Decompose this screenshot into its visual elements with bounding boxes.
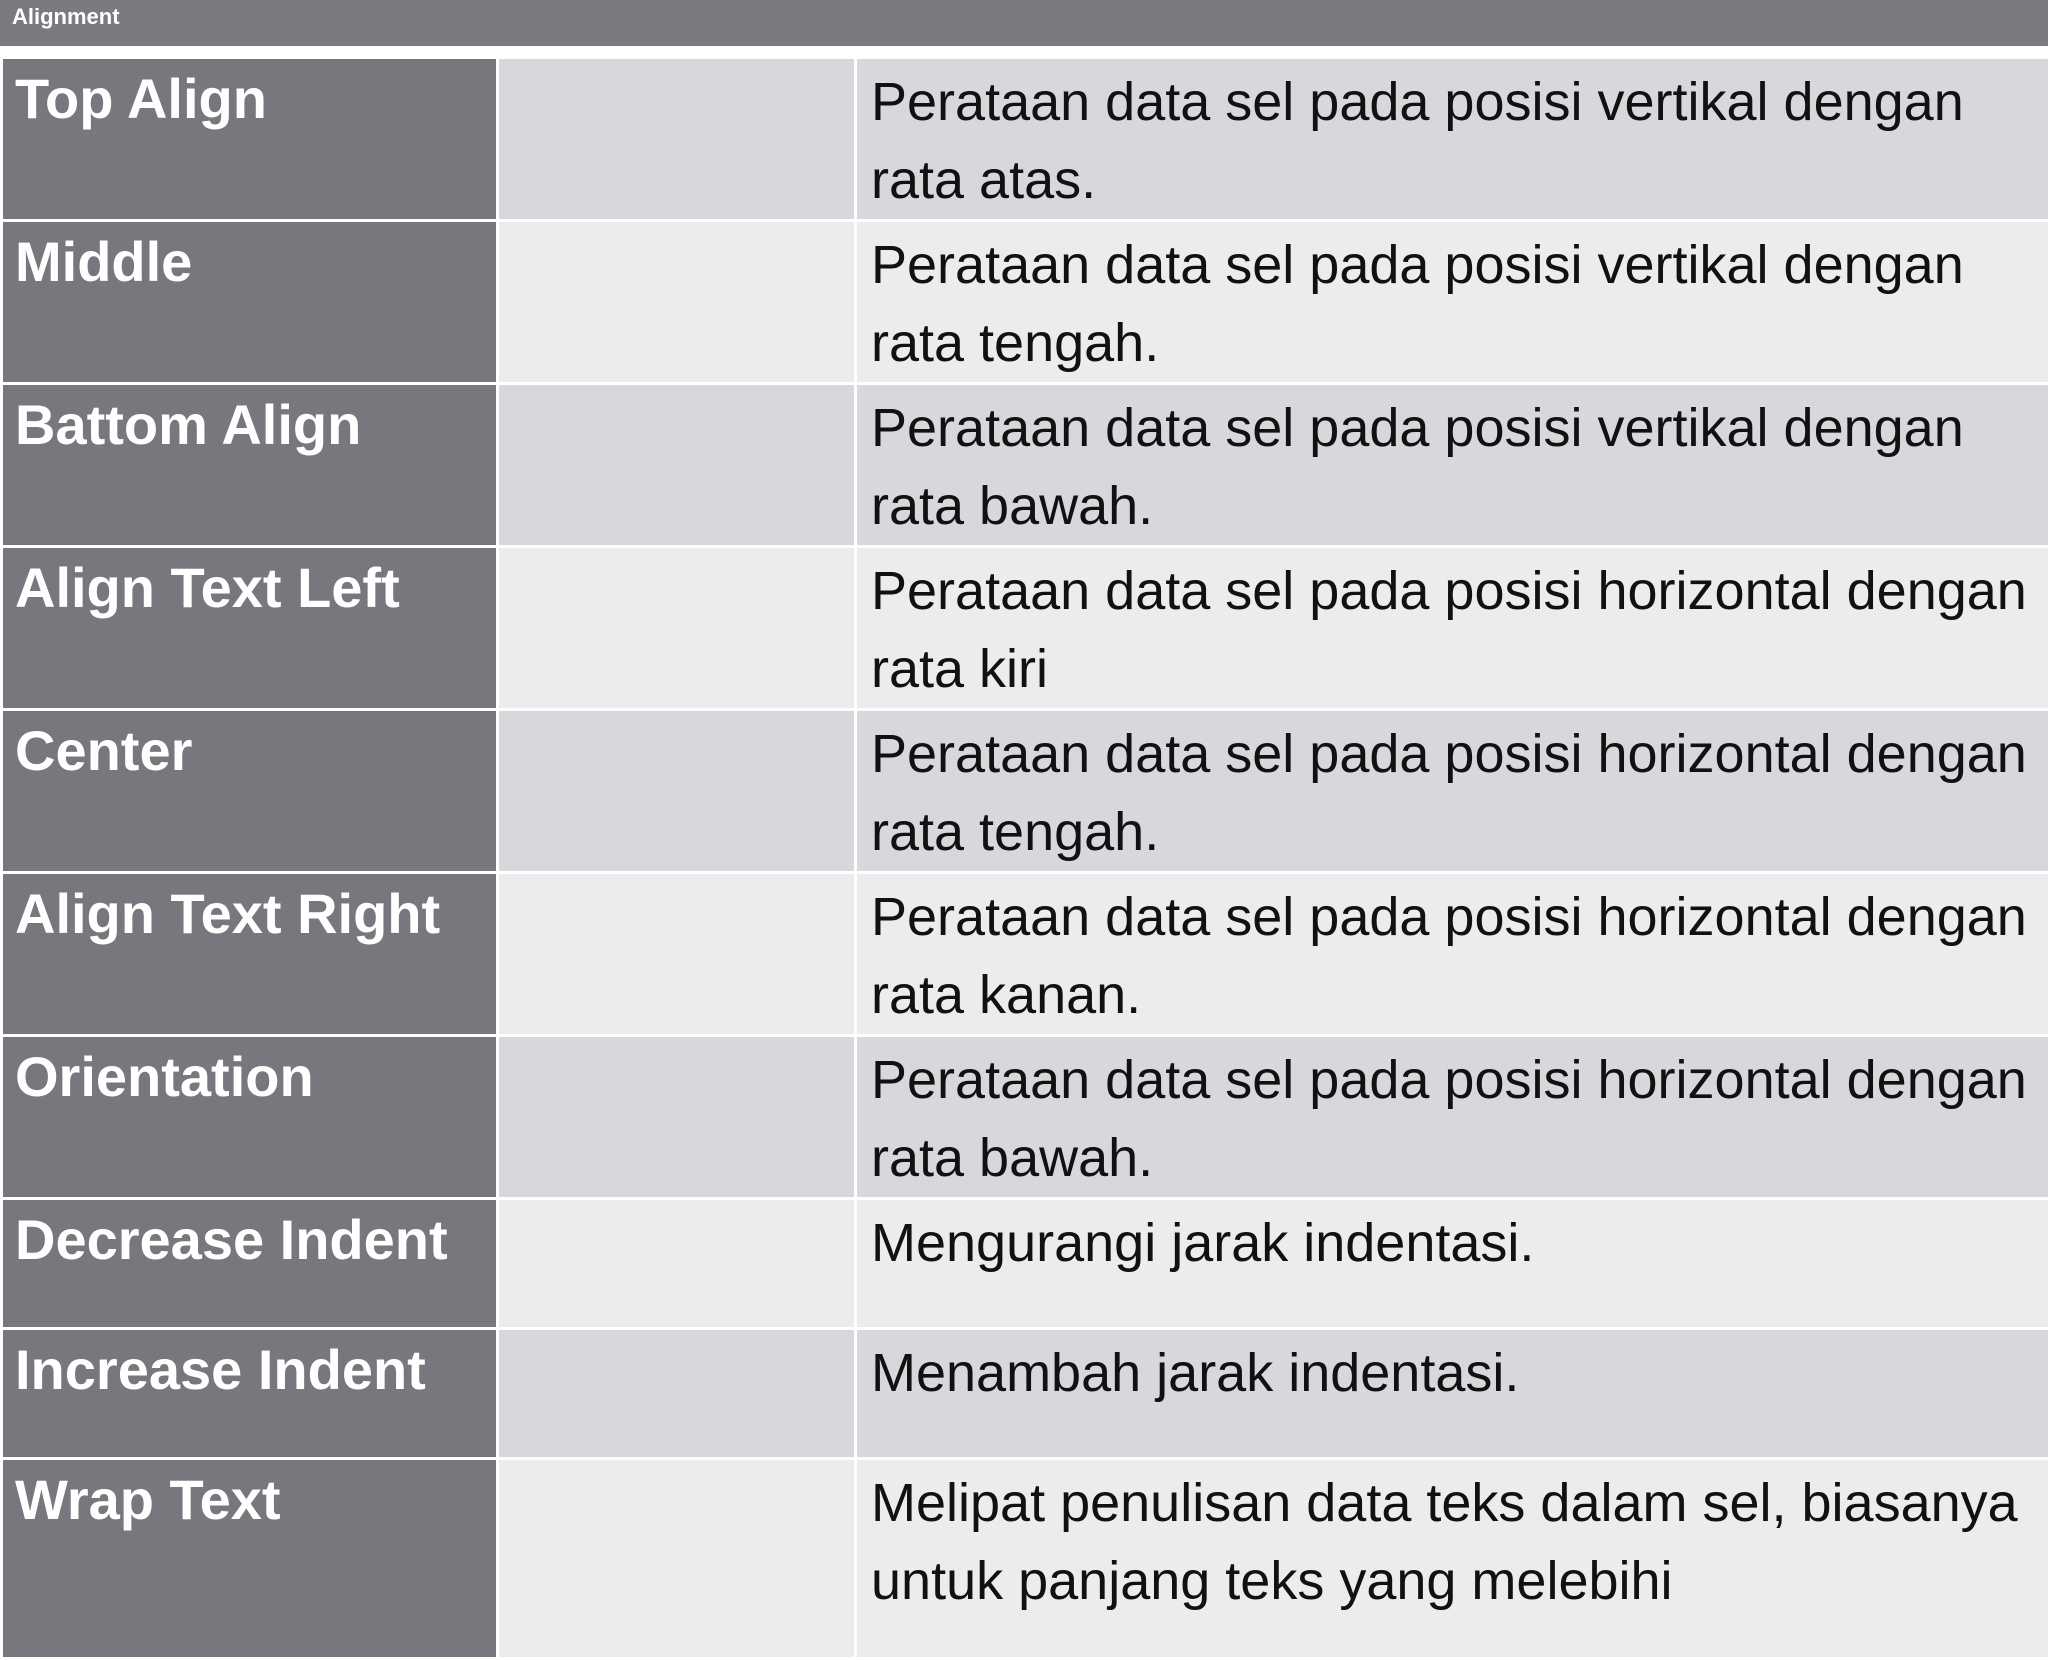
row-label: Align Text Left (2, 547, 498, 710)
row-label: Wrap Text (2, 1459, 498, 1659)
icon-cell (498, 1199, 856, 1329)
row-description: Mengurangi jarak indentasi. (856, 1199, 2050, 1329)
icon-cell (498, 710, 856, 873)
row-description: Perataan data sel pada posisi vertikal dengan rata atas. (856, 58, 2050, 221)
header-title: Alignment (0, 0, 2048, 50)
row-description: Perataan data sel pada posisi horizontal dengan rata bawah. (856, 1036, 2050, 1199)
row-label: Increase Indent (2, 1329, 498, 1459)
table-row (2, 1036, 2050, 1199)
row-label: Decrease Indent (2, 1199, 498, 1329)
icon-cell (498, 1459, 856, 1659)
table-row (2, 710, 2050, 873)
row-label: Middle (2, 221, 498, 384)
table-row (2, 1199, 2050, 1329)
table-row (2, 873, 2050, 1036)
icon-cell (498, 384, 856, 547)
row-description: Perataan data sel pada posisi horizontal dengan rata tengah. (856, 710, 2050, 873)
row-description: Perataan data sel pada posisi horizontal dengan rata kiri (856, 547, 2050, 710)
row-description: Menambah jarak indentasi. (856, 1329, 2050, 1459)
table-row (2, 221, 2050, 384)
row-label: Battom Align (2, 384, 498, 547)
icon-cell (498, 58, 856, 221)
icon-cell (498, 873, 856, 1036)
table-row (2, 1329, 2050, 1459)
table-row (2, 547, 2050, 710)
icon-cell (498, 547, 856, 710)
table-row (2, 58, 2050, 221)
row-label: Top Align (2, 58, 498, 221)
row-description: Perataan data sel pada posisi horizontal dengan rata kanan. (856, 873, 2050, 1036)
icon-cell (498, 1329, 856, 1459)
icon-cell (498, 221, 856, 384)
row-description: Perataan data sel pada posisi vertikal dengan rata bawah. (856, 384, 2050, 547)
row-description: Melipat penulisan data teks dalam sel, biasanya untuk panjang teks yang melebihi (856, 1459, 2050, 1659)
alignment-table (0, 56, 2051, 1660)
table-row (2, 384, 2050, 547)
row-label: Center (2, 710, 498, 873)
row-label: Align Text Right (2, 873, 498, 1036)
icon-cell (498, 1036, 856, 1199)
table-row (2, 1459, 2050, 1659)
row-label: Orientation (2, 1036, 498, 1199)
row-description: Perataan data sel pada posisi vertikal dengan rata tengah. (856, 221, 2050, 384)
